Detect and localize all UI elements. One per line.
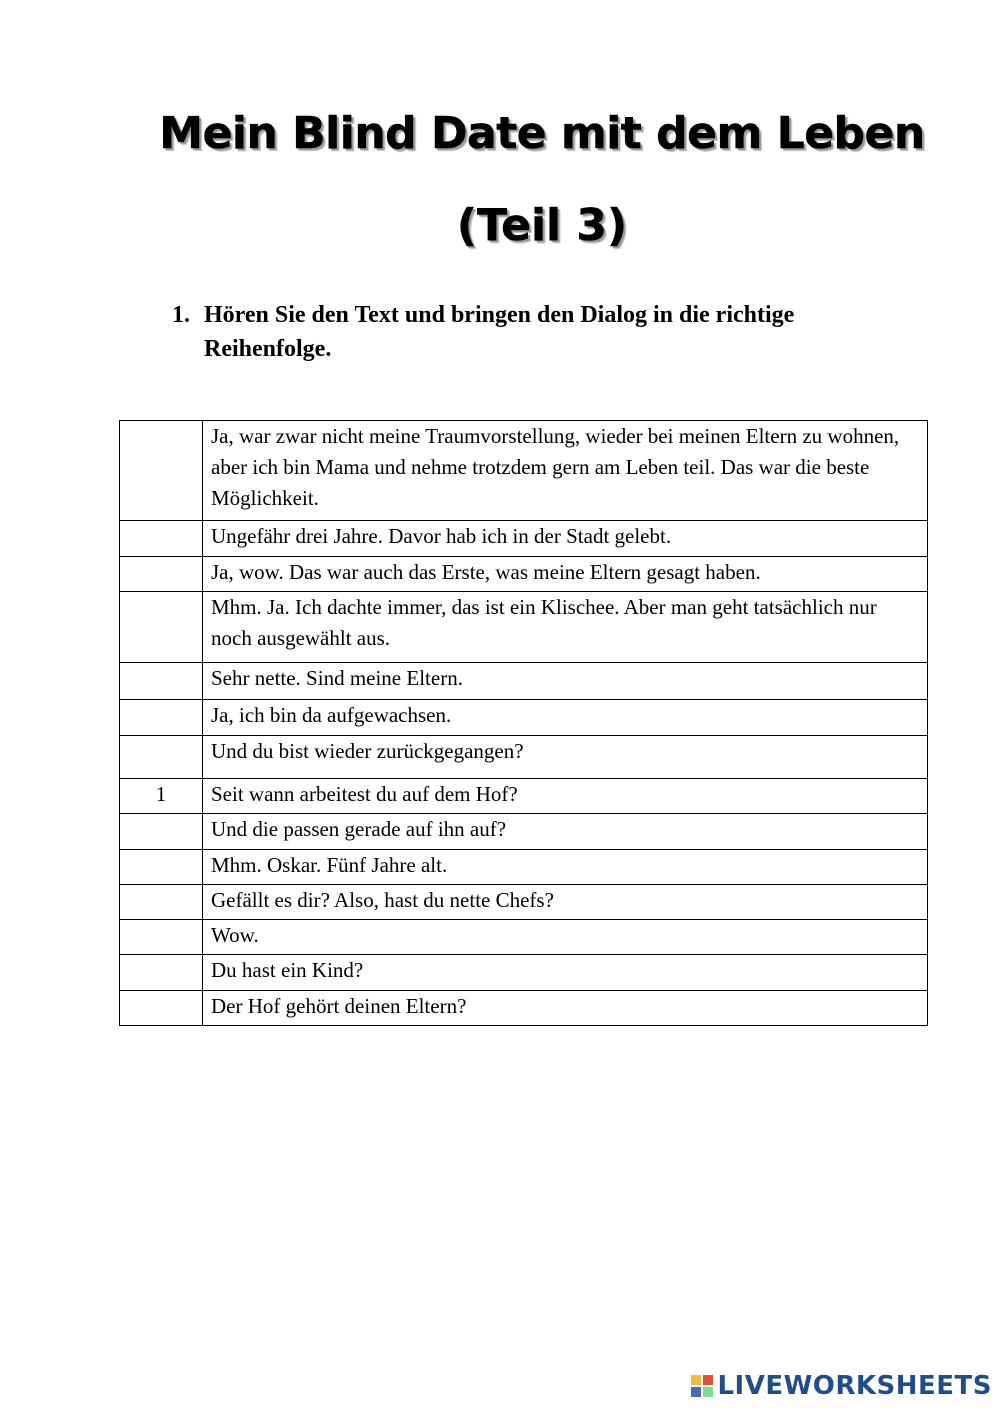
logo-icon: [691, 1375, 713, 1397]
logo-text: LIVEWORKSHEETS: [717, 1371, 992, 1401]
table-row: [120, 955, 928, 991]
table-row: [120, 736, 928, 779]
task-text: Hören Sie den Text und bringen den Dialog in die richtige Reihenfolge.: [204, 302, 795, 362]
table-row: [120, 779, 928, 814]
dialog-line-cell: Seit wann arbeitest du auf dem Hof?: [203, 779, 928, 814]
order-number-cell[interactable]: [120, 814, 203, 850]
dialog-line-cell: Gefällt es dir? Also, hast du nette Chefs?: [203, 885, 928, 920]
order-number-cell[interactable]: [120, 955, 203, 991]
order-number-cell[interactable]: [120, 421, 203, 521]
dialog-line-cell: Ja, ich bin da aufgewachsen.: [203, 700, 928, 736]
dialog-line-cell: Der Hof gehört deinen Eltern?: [203, 991, 928, 1026]
liveworksheets-logo: [691, 1371, 992, 1401]
order-number-cell[interactable]: [120, 557, 203, 592]
dialog-table: [119, 420, 928, 1026]
order-number-cell[interactable]: [120, 920, 203, 955]
task-number: 1.: [172, 302, 190, 328]
order-number-cell[interactable]: [120, 991, 203, 1026]
table-row: [120, 991, 928, 1026]
order-number-cell[interactable]: [120, 700, 203, 736]
order-number-cell[interactable]: [120, 521, 203, 557]
order-number-cell[interactable]: 1: [120, 779, 203, 814]
dialog-line-cell: Ja, wow. Das war auch das Erste, was meine Eltern gesagt haben.: [203, 557, 928, 592]
dialog-line-cell: Mhm. Ja. Ich dachte immer, das ist ein Klischee. Aber man geht tatsächlich nur noch ausgewählt aus.: [203, 592, 928, 663]
table-row: [120, 850, 928, 885]
table-row: [120, 700, 928, 736]
table-row: [120, 557, 928, 592]
order-number-cell[interactable]: [120, 885, 203, 920]
dialog-line-cell: Wow.: [203, 920, 928, 955]
order-number-cell[interactable]: [120, 663, 203, 700]
dialog-line-cell: Sehr nette. Sind meine Eltern.: [203, 663, 928, 700]
table-row: [120, 421, 928, 521]
order-number-cell[interactable]: [120, 850, 203, 885]
table-row: [120, 521, 928, 557]
table-row: [120, 885, 928, 920]
table-row: [120, 592, 928, 663]
dialog-line-cell: Und du bist wieder zurückgegangen?: [203, 736, 928, 779]
dialog-line-cell: Mhm. Oskar. Fünf Jahre alt.: [203, 850, 928, 885]
order-number-cell[interactable]: [120, 592, 203, 663]
dialog-line-cell: Ungefähr drei Jahre. Davor hab ich in der Stadt gelebt.: [203, 521, 928, 557]
page-title: Mein Blind Date mit dem Leben: [159, 108, 925, 159]
order-number-cell[interactable]: [120, 736, 203, 779]
table-row: [120, 920, 928, 955]
table-row: [120, 814, 928, 850]
dialog-line-cell: Und die passen gerade auf ihn auf?: [203, 814, 928, 850]
dialog-line-cell: Du hast ein Kind?: [203, 955, 928, 991]
dialog-line-cell: Ja, war zwar nicht meine Traumvorstellung, wieder bei meinen Eltern zu wohnen, aber ich bin Mama und nehme trotzdem gern am Leben teil. Das war die beste Möglichkeit.: [203, 421, 928, 521]
table-row: [120, 663, 928, 700]
page-subtitle: (Teil 3): [456, 200, 628, 251]
